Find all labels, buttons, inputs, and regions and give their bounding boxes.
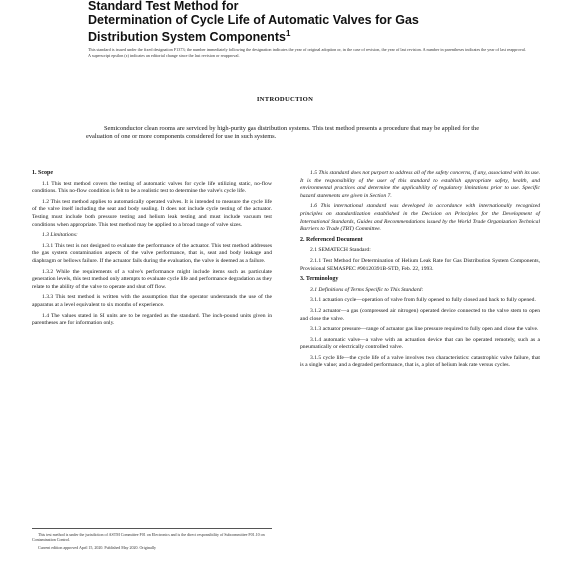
title-block [88, 0, 528, 44]
document-title-line-2-text: Distribution System Components [88, 30, 286, 45]
reference-2-1-1: 2.1.1 Test Method for Determination of Helium Leak Rate for Gas Distribution System Components, Provisional SEMASPEC #90120391B-STD, Feb. 22, 1993. [300, 257, 540, 272]
right-column [300, 170, 540, 373]
introduction-text: Semiconductor clean rooms are serviced by high-purity gas distribution systems. This test method presents a procedure that may be applied for the evaluation of one or more components considered for use in such systems. [86, 125, 480, 141]
terminology-3-1-3: 3.1.3 actuator pressure—range of actuator gas line pressure required to fully open and close the valve. [310, 326, 539, 333]
referenced-document-heading: 2. Referenced Document [300, 236, 363, 243]
scope-heading: 1. Scope [32, 170, 53, 176]
footnotes [32, 528, 272, 552]
terminology-3-1-1: 3.1.1 actuation cycle—operation of valve from fully opened to fully closed and back to fully opened. [310, 297, 536, 304]
paragraph-1-1: 1.1 This test method covers the testing of automatic valves for cycle life utilizing static, no-flow conditions. This no-flow condition is felt to be a realistic test to determine the valve's cycle life. [32, 180, 272, 195]
paragraph-1-6: 1.6 This international standard was developed in accordance with internationally recognized principles on standardization established in the Decision on Principles for the Development of International Standards, Guides and Recommendations issued by the World Trade Organization Technical Barriers to Trade (TBT) Committee. [300, 203, 540, 233]
paragraph-1-5: 1.5 This standard does not purport to address all of the safety concerns, if any, associated with its use. It is the responsibility of the user of this standard to establish appropriate safety, health, and environmental practices and determine the applicability of regulatory limitations prior to use. Specific hazard statements are given in Section 7. [300, 170, 540, 199]
terminology-3-1-4: 3.1.4 automatic valve—a valve with an actuation device that can be operated remotely, such as a pneumatically or electrically controlled valve. [300, 336, 540, 351]
footnote-1: This test method is under the jurisdiction of ASTM Committee F01 on Electronics and is the direct responsibility of Subcommittee F01.10 on Contamination Control. [32, 532, 265, 543]
terminology-heading: 3. Terminology [300, 276, 339, 283]
title-footnote-mark: 1 [285, 29, 291, 38]
footnote-2: Current edition approved April 15, 2020. Published May 2020. Originally [38, 544, 156, 550]
paragraph-1-4: 1.4 The values stated in SI units are to be regarded as the standard. The inch-pound units given in parentheses are for information only. [32, 312, 272, 327]
paragraph-1-3-3: 1.3.3 This test method is written with the assumption that the operator understands the use of the apparatus at a level equivalent to six months of experience. [32, 294, 272, 308]
preface-note: This standard is issued under the fixed designation F1373; the number immediately following the designation indicates the year of original adoption or, in the case of revision, the year of last revision. A number in parentheses indicates the year of last reapproval. A superscript epsilon (ε) indicates an editorial change since the last revision or reapproval. [88, 47, 526, 58]
paragraph-1-3: 1.3 Limitations: [42, 232, 78, 239]
document-title-line-1: Determination of Cycle Life of Automatic Valves for Gas [88, 13, 419, 27]
terminology-3-1-2: 3.1.2 actuator—a gas (compressed air nitrogen) operated device connected to the valve stem to open and close the valve. [300, 307, 540, 322]
terminology-3-1-5: 3.1.5 cycle life—the cycle life of a valve involves two characteristics: catastrophic valve failure, that is a single value; and a degraded performance, that is, a plot of helium leak rate versus cycles. [300, 354, 540, 369]
paragraph-1-3-2: 1.3.2 While the requirements of a valve's performance might include items such as particulate generation levels, this test method only attempts to evaluate cycle life and performance degradation as they relate to the ability of the valve to operate and shut off flow. [32, 268, 272, 290]
introduction-heading: INTRODUCTION [256, 96, 314, 103]
left-column [32, 170, 272, 331]
document-designation: Standard Test Method for [88, 0, 239, 13]
reference-2-1: 2.1 SEMATECH Standard: [310, 247, 371, 254]
paragraph-1-3-1: 1.3.1 This test is not designed to evaluate the performance of the actuator. This test method addresses the gas system contamination aspects of the valve performance, that is, seat and body leakage and diaphragm or bellows failure. If the actuator fails during the evaluation, the valve is deemed as a failure. [32, 242, 272, 264]
terminology-3-1: 3.1 Definitions of Terms Specific to This Standard: [310, 286, 424, 293]
paragraph-1-2: 1.2 This test method applies to automatically operated valves. It is intended to measure the cycle life of the valve itself including the seat and body sealing. It does not include cycle testing of the actuator. Testing must include both pressure testing and helium leak testing and must include vacuum test conditions when appropriate. This test method may be applied to a broad range of valve sizes. [32, 198, 272, 228]
document-title-line-2 [88, 27, 528, 44]
